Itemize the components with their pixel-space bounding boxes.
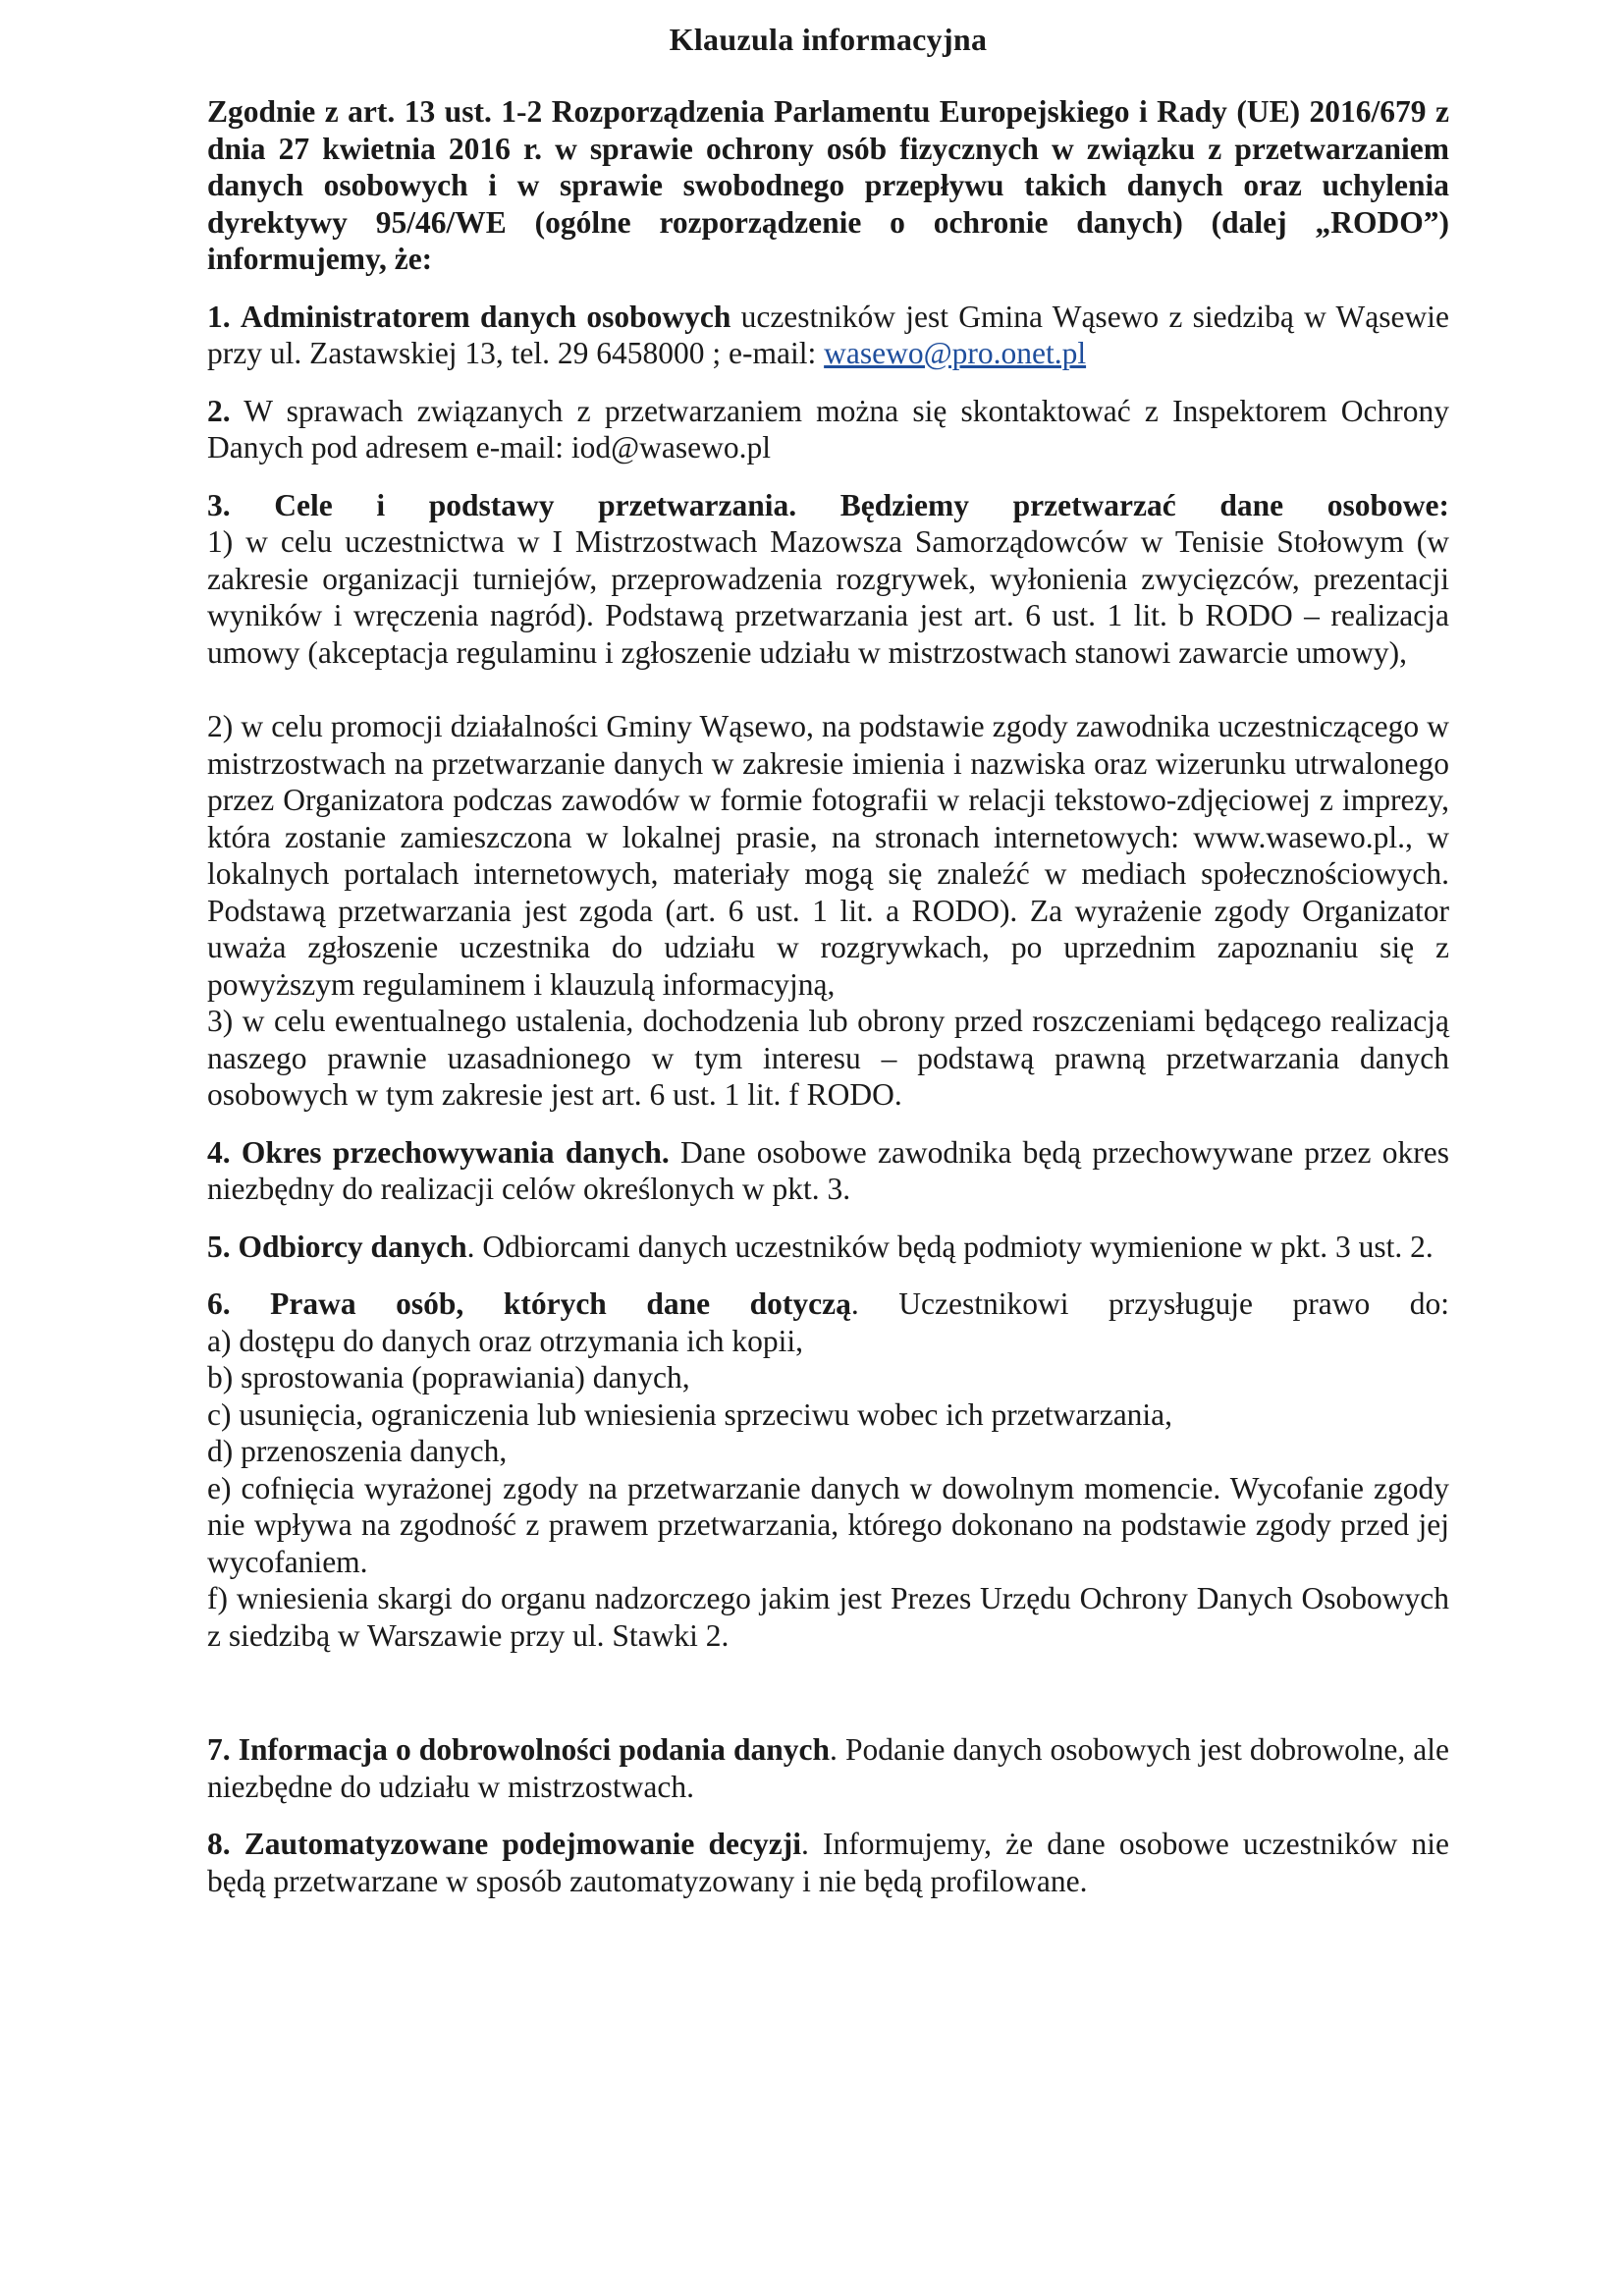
document-title: Klauzula informacyjna xyxy=(669,22,988,57)
section-3-item-1: 1) w celu uczestnictwa w I Mistrzostwach Mazowsza Samorządowców w Tenisie Stołowym (w zakresie organizacji turniejów, przeprowadzenia rozgrywek, wyłonienia zwycięzców, prezentacji wyników i wręczenia nagród). Podstawą przetwarzania jest art. 6 ust. 1 lit. b RODO – realizacja umowy (akceptacja regulaminu i zgłoszenie udziału w mistrzostwach stanowi zawarcie umowy), xyxy=(207,524,1449,670)
rights-item-d: d) przenoszenia danych, xyxy=(207,1434,508,1468)
section-6-heading: Prawa osób, których dane dotyczą xyxy=(270,1286,851,1321)
section-7-text: . Podanie danych osobowych jest dobrowolne, ale niezbędne do udziału w mistrzostwach. xyxy=(207,1732,1450,1804)
section-4-number: 4. xyxy=(207,1134,231,1170)
section-7-heading: Informacja o dobrowolności podania danych xyxy=(238,1732,830,1767)
rights-item-e: e) cofnięcia wyrażonej zgody na przetwarzanie danych w dowolnym momencie. Wycofanie zgody nie wpływa na zgodność z prawem przetwarzania, którego dokonano na podstawie zgody przed jej wycofaniem. xyxy=(207,1470,1449,1579)
section-4-heading: Okres przechowywania danych. xyxy=(241,1134,670,1170)
section-8-number: 8. xyxy=(207,1827,231,1861)
section-1-text: uczestników jest Gmina Wąsewo z siedzibą w Wąsewie przy ul. Zastawskiej 13, tel. 29 6458000 ; e-mail: xyxy=(207,299,1449,370)
section-8-text: . Informujemy, że dane osobowe uczestników nie będą przetwarzane w sposób zautomatyzowany i nie będą profilowane. xyxy=(207,1827,1450,1898)
section-3 xyxy=(207,487,1449,672)
section-2-text: W sprawach związanych z przetwarzaniem można się skontaktować z Inspektorem Ochrony Danych pod adresem e-mail: iod@wasewo.pl xyxy=(207,393,1449,465)
section-7-number: 7. xyxy=(207,1732,231,1767)
section-2-number: 2. xyxy=(207,393,231,428)
section-6-text: . Uczestnikowi przysługuje prawo do: xyxy=(850,1286,1450,1321)
administrator-email-link[interactable]: wasewo@pro.onet.pl xyxy=(824,336,1087,370)
section-6 xyxy=(207,1285,1449,1654)
section-2 xyxy=(207,393,1449,466)
section-5 xyxy=(207,1229,1449,1266)
section-6-number: 6. xyxy=(207,1286,231,1321)
intro-paragraph: Zgodnie z art. 13 ust. 1-2 Rozporządzenia Parlamentu Europejskiego i Rady (UE) 2016/679 z dnia 27 kwietnia 2016 r. w sprawie ochrony osób fizycznych w związku z przetwarzaniem danych osobowych i w sprawie swobodnego przepływu takich danych oraz uchylenia dyrektywy 95/46/WE (ogólne rozporządzenie o ochronie danych) (dalej „RODO”) informujemy, że: xyxy=(207,94,1449,276)
section-1-number: 1. xyxy=(207,299,231,334)
section-5-text: . Odbiorcami danych uczestników będą podmioty wymienione w pkt. 3 ust. 2. xyxy=(466,1229,1434,1264)
section-5-heading: Odbiorcy danych xyxy=(238,1229,467,1264)
section-8 xyxy=(207,1826,1449,1899)
section-3-number: 3. xyxy=(207,487,231,522)
section-1 xyxy=(207,299,1449,372)
section-4-text: Dane osobowe zawodnika będą przechowywane przez okres niezbędny do realizacji celów określonych w pkt. 3. xyxy=(207,1134,1449,1206)
rights-item-f: f) wniesienia skargi do organu nadzorczego jakim jest Prezes Urzędu Ochrony Danych Osobowych z siedzibą w Warszawie przy ul. Stawki 2. xyxy=(207,1581,1449,1653)
section-3-heading: Cele i podstawy przetwarzania. Będziemy przetwarzać dane osobowe: xyxy=(274,487,1450,522)
section-3-heading-line xyxy=(207,487,1449,524)
section-5-number: 5. xyxy=(207,1229,231,1264)
section-8-heading: Zautomatyzowane podejmowanie decyzji xyxy=(243,1827,801,1861)
section-7 xyxy=(207,1731,1449,1805)
section-6-heading-line xyxy=(207,1285,1449,1323)
rights-item-a: a) dostępu do danych oraz otrzymania ich kopii, xyxy=(207,1323,804,1358)
document-page xyxy=(207,0,1449,1899)
section-3-item-2: 2) w celu promocji działalności Gminy Wąsewo, na podstawie zgody zawodnika uczestniczącego w mistrzostwach na przetwarzanie danych w zakresie imienia i nazwiska oraz wizerunku utrwalonego przez Organizatora podczas zawodów w formie fotografii w relacji tekstowo-zdjęciowej z imprezy, która zostanie zamieszczona w lokalnej prasie, na stronach internetowych: www.wasewo.pl., w lokalnych portalach internetowych, materiały mogą się znaleźć w mediach społecznościowych. Podstawą przetwarzania jest zgoda (art. 6 ust. 1 lit. a RODO). Za wyrażenie zgody Organizator uważa zgłoszenie uczestnika do udziału w rozgrywkach, po uprzednim zapoznaniu się z powyższym regulaminem i klauzulą informacyjną, xyxy=(207,709,1449,1002)
rights-item-c: c) usunięcia, ograniczenia lub wniesienia sprzeciwu wobec ich przetwarzania, xyxy=(207,1396,1173,1432)
rights-item-b: b) sprostowania (poprawiania) danych, xyxy=(207,1360,690,1394)
section-3-item-3: 3) w celu ewentualnego ustalenia, dochodzenia lub obrony przed roszczeniami będącego realizacją naszego prawnie uzasadnionego w tym interesu – podstawą prawną przetwarzania danych osobowych w tym zakresie jest art. 6 ust. 1 lit. f RODO. xyxy=(207,1004,1449,1112)
section-1-heading: Administratorem danych osobowych xyxy=(240,299,731,334)
section-4 xyxy=(207,1134,1449,1208)
